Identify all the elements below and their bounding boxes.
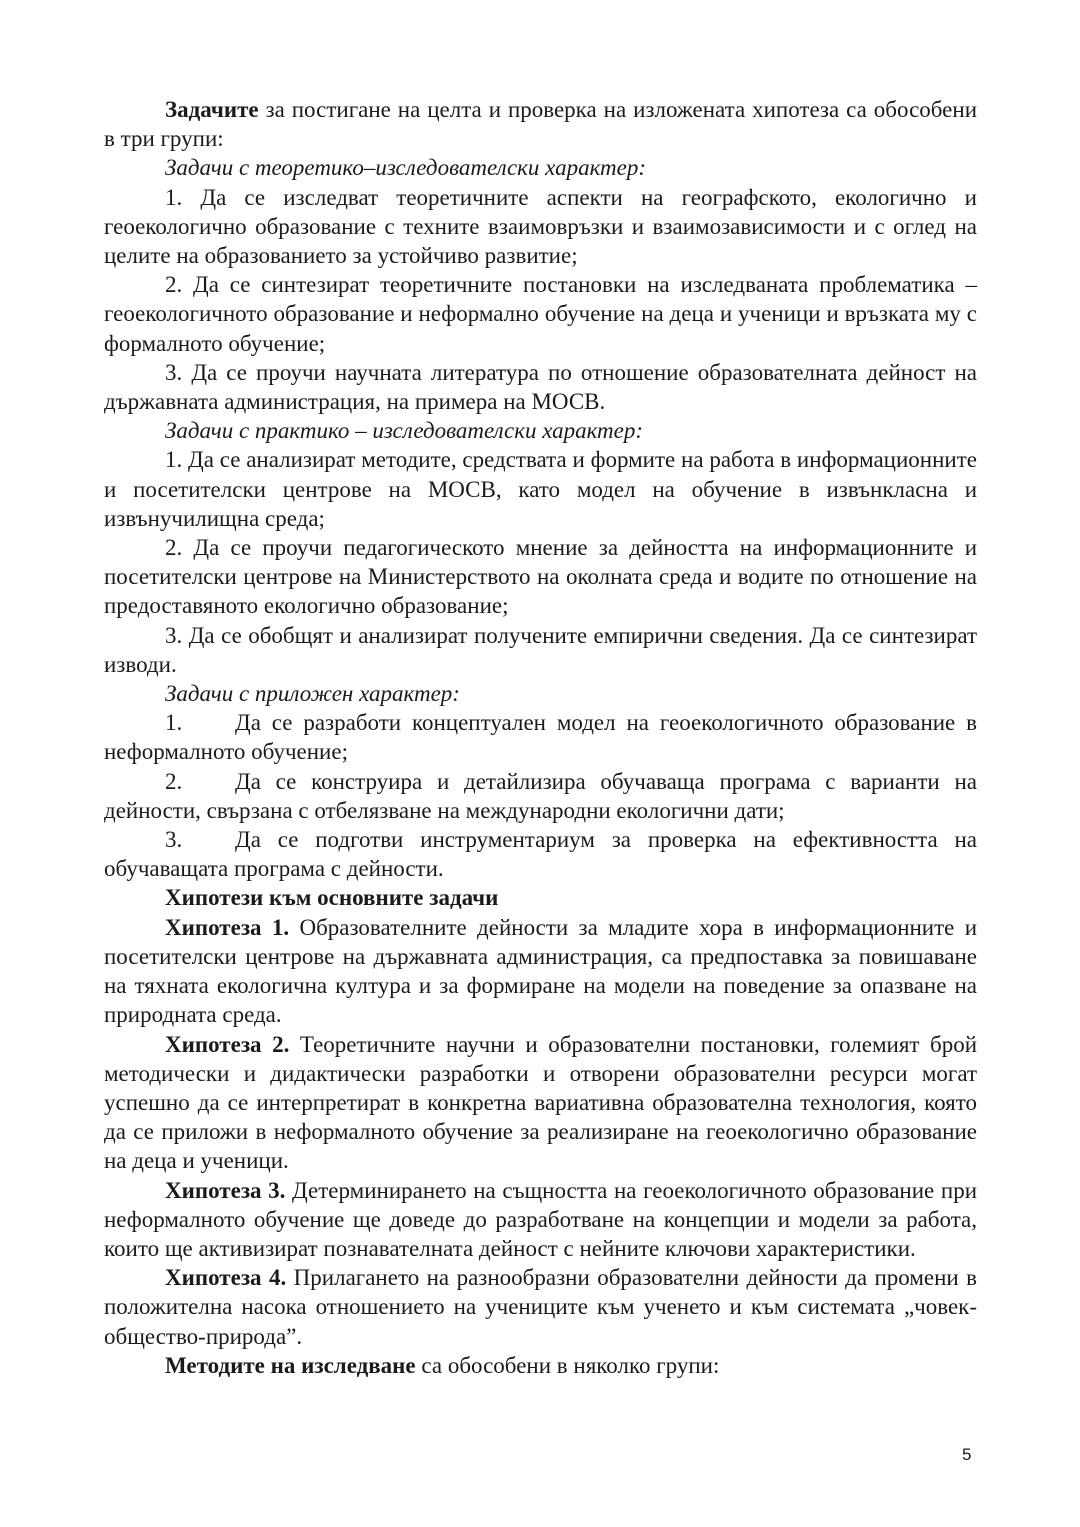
document-body [104, 95, 977, 1380]
page-number: 5 [962, 1445, 972, 1464]
practical-item-2: 2. Да се проучи педагогическото мнение за дейността на информационните и посетителски центрове на Министерството на околната среда и водите по отношение на предоставяното екологично образование; [104, 535, 977, 619]
theoretical-heading: Задачи с теоретико–изследователски характер: [165, 155, 647, 181]
hypothesis-label: Хипотеза 3. [165, 1177, 286, 1203]
applied-item-2 [104, 767, 977, 825]
hypothesis-3 [104, 1176, 977, 1264]
hypothesis-2 [104, 1030, 977, 1176]
applied-item-number: 1. [165, 710, 183, 736]
theoretical-item-2: 2. Да се синтезират теоретичните постановки на изследваната проблематика – геоекологичното образование и неформално обучение на деца и ученици и връзката му с формалното обучение; [104, 272, 977, 356]
applied-item-text: Да се конструира и детайлизира обучаваща програма с варианти на дейности, свързана с отбелязване на международни екологични дати; [104, 768, 977, 823]
methods-intro [104, 1351, 977, 1380]
applied-heading: Задачи с приложен характер: [165, 681, 460, 707]
applied-item-text: Да се разработи концептуален модел на геоекологичното образование в неформалното обучение; [104, 710, 977, 765]
hypothesis-4 [104, 1263, 977, 1351]
methods-text: са обособени в няколко групи: [415, 1352, 720, 1378]
applied-item-text: Да се подготви инструментариум за проверка на ефективността на обучаващата програма с дейности. [104, 827, 977, 882]
applied-item-number: 3. [165, 827, 183, 853]
practical-item-1: 1. Да се анализират методите, средствата и формите на работа в информационните и посетителски центрове на МОСВ, като модел на обучение в извънкласна и извънучилищна среда; [104, 447, 977, 531]
hypothesis-label: Хипотеза 2. [165, 1031, 290, 1057]
theoretical-item-1: 1. Да се изследват теоретичните аспекти на географското, екологично и геоекологично образование с техните взаимовръзки и взаимозависимости и с оглед на целите на образованието за устойчиво развитие; [104, 184, 977, 269]
hypothesis-text: Детерминирането на същността на геоекологичното образование при неформалното обучение ще доведе до разработване на концепции и модели за работа, които ще активизират познавателната дейност с нейните ключови характеристики. [104, 1177, 977, 1261]
hypothesis-label: Хипотеза 4. [165, 1265, 287, 1291]
applied-item-1 [104, 708, 977, 766]
hypothesis-1 [104, 913, 977, 1030]
tasks-intro-bold: Задачите [165, 97, 259, 122]
hypotheses-heading: Хипотези към основните задачи [165, 885, 499, 911]
practical-item-3: 3. Да се обобщят и анализират получените емпирични сведения. Да се синтезират изводи. [104, 622, 977, 677]
tasks-intro [104, 95, 977, 153]
theoretical-item-3: 3. Да се проучи научната литература по отношение образователната дейност на държавната администрация, на примера на МОСВ. [104, 359, 977, 415]
applied-item-3 [104, 825, 977, 883]
hypothesis-text: Теоретичните научни и образователни постановки, големият брой методически и дидактически разработки и отворени образователни ресурси могат успешно да се интерпретират в конкретна вариативна образователна технология, която да се приложи в неформалното обучение за реализиране на геоекологично образование на деца и ученици. [104, 1031, 978, 1174]
hypothesis-text: Прилагането на разнообразни образователни дейности да промени в положителна насока отношението на учениците към ученето и към системата „човек-общество-природа”. [104, 1265, 978, 1349]
hypothesis-label: Хипотеза 1. [165, 914, 290, 940]
methods-bold: Методите на изследване [165, 1352, 416, 1378]
hypothesis-text: Образователните дейности за младите хора в информационните и посетителски центрове на държавната администрация, са предпоставка за повишаване на тяхната екологична култура и за формиране на модели на поведение за опазване на природната среда. [104, 914, 978, 1028]
tasks-intro-text: за постигане на целта и проверка на изложената хипотеза са обособени в три групи: [104, 97, 977, 152]
practical-heading: Задачи с практико – изследователски характер: [165, 418, 644, 444]
applied-item-number: 2. [165, 768, 183, 794]
